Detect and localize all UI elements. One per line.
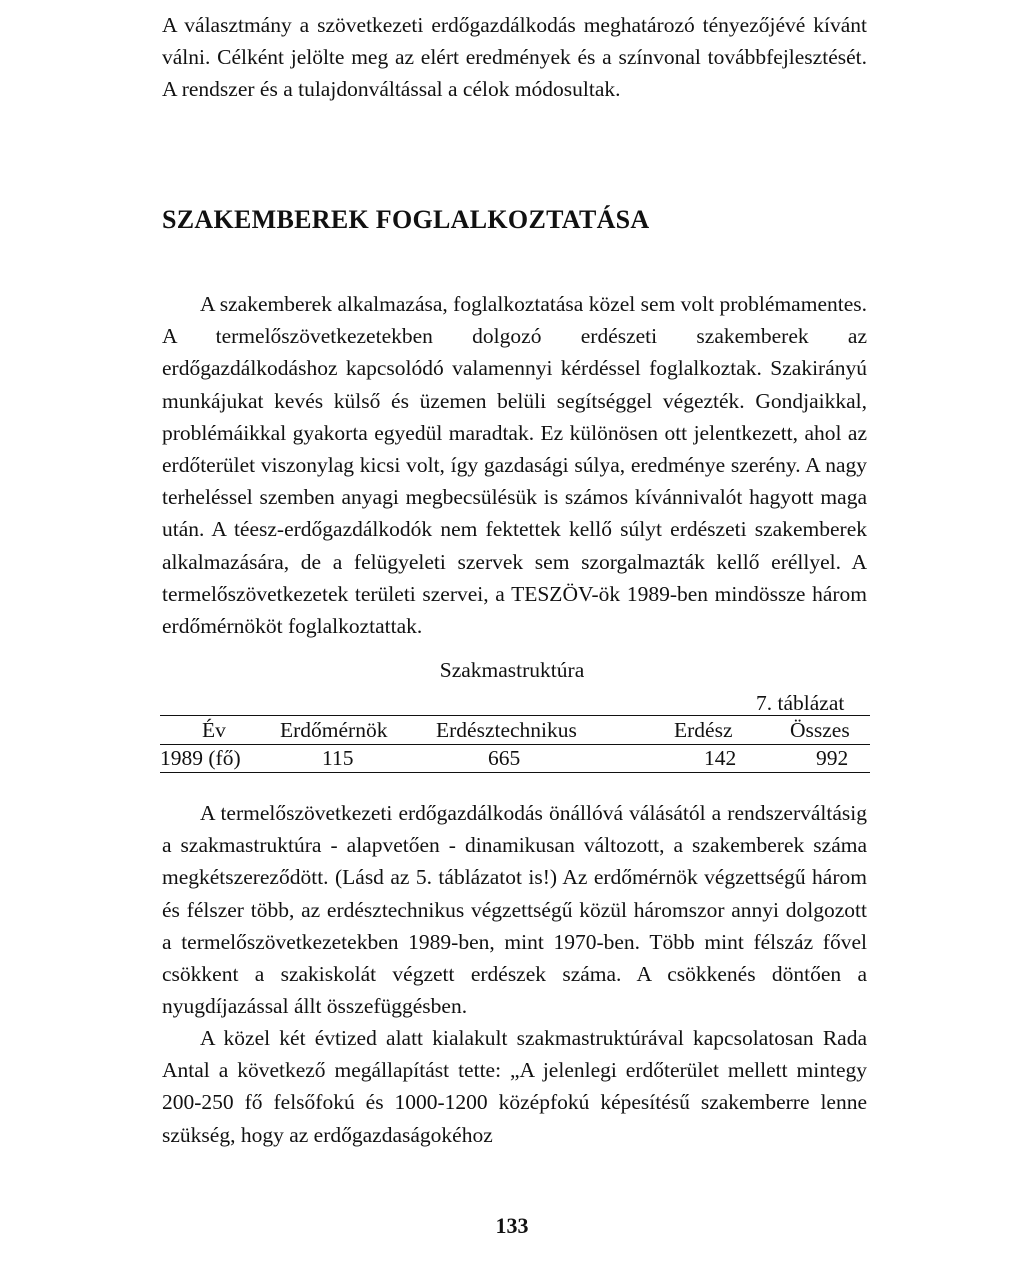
section-title: SZAKEMBEREK FOGLALKOZTATÁSA — [162, 205, 650, 234]
header-forest-technician: Erdésztechnikus — [436, 718, 577, 742]
header-forester: Erdész — [674, 718, 733, 742]
cell-total: 992 — [816, 746, 849, 770]
table-row — [160, 744, 870, 772]
header-total: Összes — [790, 718, 850, 742]
cell-forester: 142 — [704, 746, 737, 770]
body-paragraph-1: A szakemberek alkalmazása, foglalkoztatása közel sem volt problémamentes. A termelőszövetkezetekben dolgozó erdészeti szakemberek az erdőgazdálkodáshoz kapcsolódó valamennyi kérdéssel foglalkoztak. Szakirányú munkájukat kevés külső és üzemen belüli segítséggel végezték. Gondjaikkal, problémáikkal gyakorta egyedül maradtak. Ez különösen ott jelentkezett, ahol az erdőterület viszonylag kicsi volt, így gazdasági súlya, eredménye szerény. A nagy terheléssel szemben anyagi megbecsülésük is számos kívánnivalót hagyott maga után. A téesz-erdőgazdálkodók nem fektettek kellő súlyt erdészeti szakemberek alkalmazására, de a felügyeleti szervek sem szorgalmazták kellő eréllyel. A termelőszövetkezetek területi szervei, a TESZÖV-ök 1989-ben mindössze három erdőmérnököt foglalkoztattak. — [162, 292, 867, 639]
cell-year: 1989 (fő) — [160, 746, 241, 770]
intro-paragraph: A választmány a szövetkezeti erdőgazdálkodás meghatározó tényezőjévé kívánt válni. Célként jelölte meg az elért eredmények és a színvonal továbbfejlesztését. A rendszer és a tulajdonváltással a célok módosultak. — [162, 13, 867, 102]
table-header-row — [160, 716, 870, 744]
body-paragraph-2: A termelőszövetkezeti erdőgazdálkodás önállóvá válásától a rendszerváltásig a szakmastruktúra - alapvetően - dinamikusan változott, a szakemberek száma megkétszereződött. (Lásd az 5. táblázatot is!) Az erdőmérnök végzettségű három és félszer több, az erdésztechnikus végzettségű közül háromszor annyi dolgozott a termelőszövetkezetekben 1989-ben, mint 1970-ben. Több mint félszáz fővel csökkent a szakiskolát végzett erdészek száma. A csökkenés döntően a nyugdíjazással állt összefüggésben. — [162, 801, 867, 1019]
cell-forest-technician: 665 — [488, 746, 521, 770]
body-paragraph-3: A közel két évtized alatt kialakult szakmastruktúrával kapcsolatosan Rada Antal a következő megállapítást tette: „A jelenlegi erdőterület mellett mintegy 200-250 fő felsőfokú és 1000-1200 középfokú képesítésű szakemberre lenne szükség, hogy az erdőgazdaságokéhoz — [162, 1026, 867, 1147]
table-title: Szakmastruktúra — [439, 658, 585, 682]
header-year: Év — [202, 718, 226, 742]
staff-structure-table — [160, 716, 870, 772]
table-bottom-rule — [160, 772, 870, 773]
table-label: 7. táblázat — [756, 691, 845, 715]
page-number: 133 — [495, 1213, 529, 1238]
cell-forest-engineer: 115 — [322, 746, 354, 770]
header-forest-engineer: Erdőmérnök — [280, 718, 388, 742]
